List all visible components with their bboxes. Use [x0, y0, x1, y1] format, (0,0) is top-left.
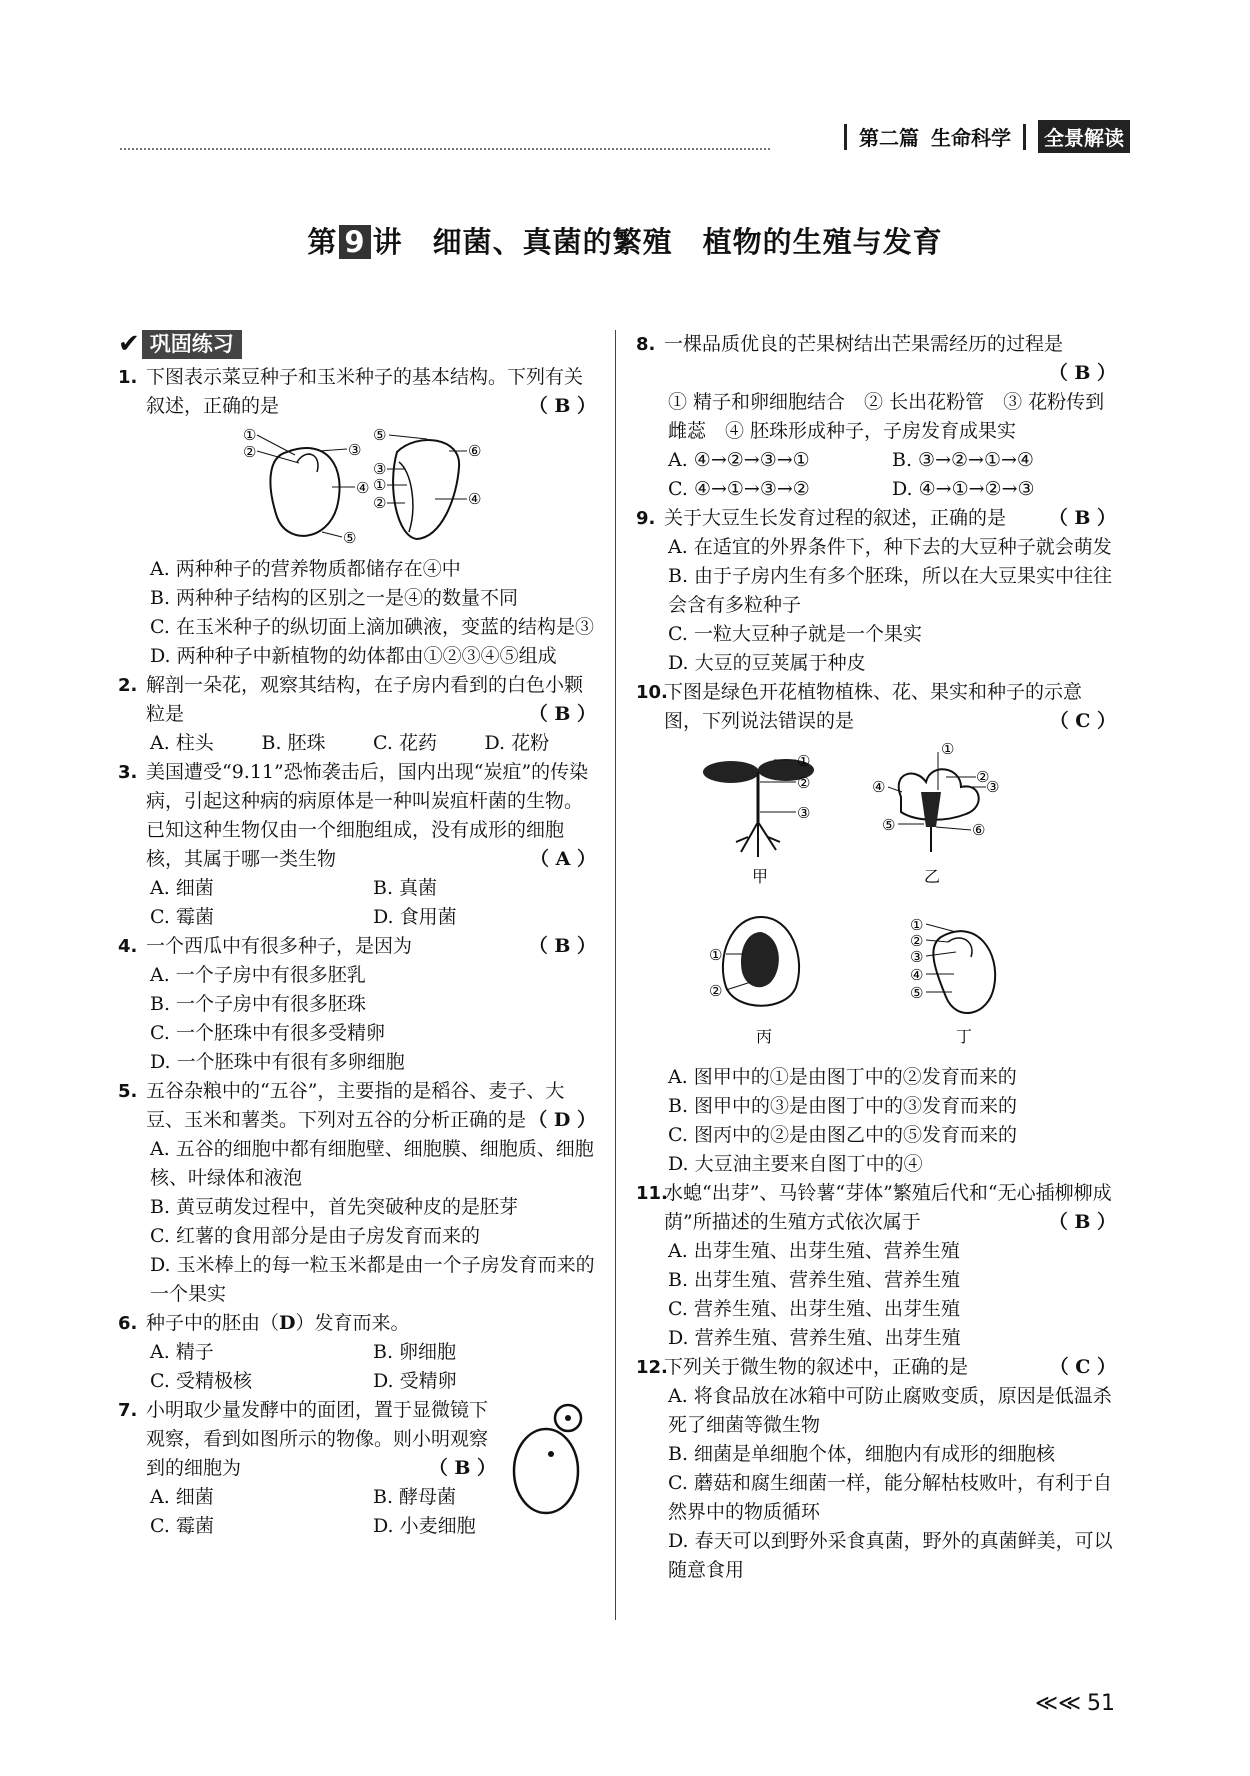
- label: ③: [348, 441, 362, 459]
- answer: （ B ）: [528, 703, 596, 725]
- label: ⑥: [972, 821, 986, 839]
- header-badge: 全景解读: [1038, 120, 1130, 153]
- option-b: B. 两种种子结构的区别之一是④的数量不同: [150, 587, 519, 609]
- caption: 甲: [752, 867, 769, 886]
- question-text: 种子中的胚由（: [146, 1312, 280, 1334]
- option-d: D. 花粉: [484, 732, 550, 754]
- option-a: A. 图甲中的①是由图丁中的②发育而来的: [668, 1066, 1017, 1088]
- question-text: 下图是绿色开花植物植株、花、果实和种子的示意图，下列说法错误的是: [664, 681, 1083, 732]
- section-heading: [118, 330, 596, 359]
- label: ⑤: [910, 984, 924, 1002]
- question-9: [636, 504, 1116, 533]
- option-c: C. 图丙中的②是由图乙中的⑤发育而来的: [668, 1124, 1017, 1146]
- question-10: [636, 678, 1116, 736]
- question-number: 4.: [118, 936, 138, 957]
- options-row: [636, 446, 1116, 475]
- header-part: 第二篇: [859, 126, 919, 150]
- option-d: D. 食用菌: [373, 906, 457, 928]
- label: ②: [709, 982, 723, 1000]
- label: ④: [872, 778, 886, 796]
- plant-diagram: [676, 742, 1076, 1057]
- option-d: D. 受精卵: [373, 1370, 457, 1392]
- statements: ① 精子和卵细胞结合 ② 长出花粉管 ③ 花粉传到雌蕊 ④ 胚珠形成种子，子房发育成果实: [668, 391, 1105, 442]
- option-a: A. 柱头: [150, 732, 214, 754]
- option-c: C. 一个胚珠中有很多受精卵: [150, 1022, 385, 1044]
- right-column: [636, 330, 1116, 1585]
- option-d: D. ④→①→②→③: [892, 478, 1035, 500]
- question-text: 解剖一朵花，观察其结构，在子房内看到的白色小颗粒是: [146, 674, 584, 725]
- question-3: [118, 758, 596, 874]
- option-c: C. 霉菌: [150, 1515, 214, 1537]
- page-footer: [1035, 1691, 1115, 1716]
- option-c: C. 在玉米种子的纵切面上滴加碘液，变蓝的结构是③: [150, 616, 594, 638]
- label: ②: [910, 932, 924, 950]
- question-7: [118, 1396, 496, 1483]
- question-1: [118, 363, 596, 421]
- question-text: 美国遭受“9.11”恐怖袭击后，国内出现“炭疽”的传染病，引起这种病的病原体是一种叫炭疽杆菌的生物。已知这种生物仅由一个细胞组成，没有成形的细胞核，其属于哪一类生物: [146, 761, 589, 870]
- answer: （ C ）: [1049, 1356, 1116, 1378]
- option-d: D. 小麦细胞: [373, 1515, 476, 1537]
- option-c: C. ④→①→③→②: [668, 478, 810, 500]
- plant-figure: [703, 752, 814, 886]
- question-text: 水螅“出芽”、马铃薯“芽体”繁殖后代和“无心插柳柳成荫”所描述的生殖方式依次属于: [664, 1182, 1112, 1233]
- left-column: [118, 330, 596, 1541]
- question-6: [118, 1309, 596, 1338]
- corn-seed: [373, 427, 481, 539]
- option-a: A. 在适宜的外界条件下，种下去的大豆种子就会萌发: [668, 536, 1112, 558]
- label: ②: [797, 774, 811, 792]
- question-number: 9.: [636, 508, 656, 529]
- label: ③: [373, 460, 387, 478]
- question-number: 12.: [636, 1357, 668, 1378]
- option-d: D. 营养生殖、营养生殖、出芽生殖: [668, 1327, 961, 1349]
- seed-figure: [910, 916, 995, 1046]
- label: ③: [986, 778, 1000, 796]
- label: ④: [356, 479, 370, 497]
- question-text: 一个西瓜中有很多种子，是因为: [146, 935, 413, 957]
- title-text: 讲 细菌、真菌的繁殖 植物的生殖与发育: [372, 225, 943, 259]
- option-c: C. 一粒大豆种子就是一个果实: [668, 623, 922, 645]
- caption: 丙: [756, 1027, 773, 1046]
- lesson-number: 9: [339, 225, 370, 259]
- label: ①: [910, 916, 924, 934]
- label: ②: [976, 768, 990, 786]
- label: ④: [468, 490, 482, 508]
- yeast-cell-diagram: [506, 1396, 596, 1516]
- option-c: C. 红薯的食用部分是由子房发育而来的: [150, 1225, 480, 1247]
- option-b: B. 由于子房内生有多个胚珠，所以在大豆果实中往往会含有多粒种子: [668, 565, 1113, 616]
- label: ④: [910, 966, 924, 984]
- answer: （ B ）: [1048, 362, 1116, 384]
- option-a: A. 细菌: [150, 1486, 214, 1508]
- header-divider: [1023, 124, 1026, 150]
- question-number: 6.: [118, 1313, 138, 1334]
- option-b: B. 出芽生殖、营养生殖、营养生殖: [668, 1269, 961, 1291]
- page-number: 51: [1087, 1691, 1115, 1716]
- answer: （ B ）: [428, 1457, 496, 1479]
- question-number: 8.: [636, 334, 656, 355]
- question-number: 10.: [636, 682, 668, 703]
- question-text: 下列关于微生物的叙述中，正确的是: [664, 1356, 969, 1378]
- label: ⑤: [882, 816, 896, 834]
- title-prefix: 第: [307, 225, 338, 259]
- question-text: 下图表示菜豆种子和玉米种子的基本结构。下列有关叙述，正确的是: [146, 366, 584, 417]
- option-a: A. 将食品放在冰箱中可防止腐败变质，原因是低温杀死了细菌等微生物: [668, 1385, 1112, 1436]
- question-7-block: [118, 1396, 596, 1483]
- question-text: 关于大豆生长发育过程的叙述，正确的是: [664, 507, 1007, 529]
- option-c: C. 营养生殖、出芽生殖、出芽生殖: [668, 1298, 960, 1320]
- fruit-figure: [709, 917, 799, 1046]
- option-b: B. 胚珠: [261, 732, 326, 754]
- answer: （ D ）: [528, 1109, 596, 1131]
- options-row: [118, 903, 596, 932]
- flower-figure: [872, 742, 999, 886]
- label: ①: [941, 742, 955, 758]
- option-d: D. 大豆的豆荚属于种皮: [668, 652, 866, 674]
- option-b: B. 酵母菌: [373, 1486, 457, 1508]
- label: ⑤: [343, 529, 357, 547]
- label: ①: [709, 946, 723, 964]
- question-text: 五谷杂粮中的“五谷”，主要指的是稻谷、麦子、大豆、玉米和薯类。下列对五谷的分析正确的是: [146, 1080, 565, 1131]
- caption: 丁: [956, 1027, 973, 1046]
- question-number: 2.: [118, 675, 138, 696]
- question-text: 小明取少量发酵中的面团，置于显微镜下观察，看到如图所示的物像。则小明观察到的细胞为: [146, 1399, 489, 1479]
- answer: （ A ）: [530, 848, 596, 870]
- header-subject: 生命科学: [931, 126, 1011, 150]
- question-8: [636, 330, 1116, 388]
- question-number: 1.: [118, 367, 138, 388]
- question-12: [636, 1353, 1116, 1382]
- option-d: D. 一个胚珠中有很有多卵细胞: [150, 1051, 405, 1073]
- option-a: A. 精子: [150, 1341, 214, 1363]
- answer: D: [279, 1312, 296, 1334]
- option-c: C. 花药: [373, 732, 437, 754]
- caption: 乙: [924, 867, 941, 886]
- options-row: [118, 1367, 596, 1396]
- dotted-rule: [120, 148, 770, 150]
- question-text: ）发育而来。: [295, 1312, 410, 1334]
- option-a: A. ④→②→③→①: [668, 449, 810, 471]
- option-d: D. 春天可以到野外采食真菌，野外的真菌鲜美，可以随意食用: [668, 1530, 1113, 1581]
- option-a: A. 一个子房中有很多胚乳: [150, 964, 366, 986]
- question-11: [636, 1179, 1116, 1237]
- option-c: C. 受精极核: [150, 1370, 252, 1392]
- label: ③: [910, 948, 924, 966]
- label: ②: [243, 443, 257, 461]
- option-b: B. 卵细胞: [373, 1341, 457, 1363]
- answer: （ B ）: [1048, 1211, 1116, 1233]
- question-5: [118, 1077, 596, 1135]
- option-a: A. 五谷的细胞中都有细胞壁、细胞膜、细胞质、细胞核、叶绿体和液泡: [150, 1138, 594, 1189]
- question-number: 11.: [636, 1183, 668, 1204]
- options-row: [118, 729, 596, 758]
- options-row: [118, 1512, 596, 1541]
- lesson-title: [0, 220, 1250, 261]
- label: ②: [373, 494, 387, 512]
- answer: （ B ）: [528, 935, 596, 957]
- options-row: [118, 874, 596, 903]
- answer: （ C ）: [1049, 710, 1116, 732]
- arrows-icon: ≪≪: [1034, 1691, 1081, 1716]
- option-b: B. 图甲中的③是由图丁中的③发育而来的: [668, 1095, 1018, 1117]
- option-c: C. 霉菌: [150, 906, 214, 928]
- question-2: [118, 671, 596, 729]
- label: ①: [373, 476, 387, 494]
- label: ⑤: [373, 427, 387, 444]
- label: ①: [243, 427, 257, 444]
- option-a: A. 细菌: [150, 877, 214, 899]
- option-b: B. 黄豆萌发过程中，首先突破种皮的是胚芽: [150, 1196, 519, 1218]
- question-text: 一棵品质优良的芒果树结出芒果需经历的过程是: [664, 333, 1064, 355]
- checkmark-icon: ✔: [118, 329, 140, 359]
- header-divider: [844, 124, 847, 150]
- option-d: D. 大豆油主要来自图丁中的④: [668, 1153, 923, 1175]
- option-b: B. 一个子房中有很多胚珠: [150, 993, 367, 1015]
- option-a: A. 两种种子的营养物质都储存在④中: [150, 558, 461, 580]
- option-b: B. 细菌是单细胞个体，细胞内有成形的细胞核: [668, 1443, 1056, 1465]
- option-c: C. 蘑菇和腐生细菌一样，能分解枯枝败叶，有利于自然界中的物质循环: [668, 1472, 1112, 1523]
- option-d: D. 玉米棒上的每一粒玉米都是由一个子房发育而来的一个果实: [150, 1254, 595, 1305]
- answer: （ B ）: [1048, 507, 1116, 529]
- option-a: A. 出芽生殖、出芽生殖、营养生殖: [668, 1240, 960, 1262]
- question-number: 7.: [118, 1400, 138, 1421]
- answer: （ B ）: [528, 395, 596, 417]
- seed-diagram: [227, 427, 487, 549]
- question-number: 5.: [118, 1081, 138, 1102]
- question-number: 3.: [118, 762, 138, 783]
- label: ③: [797, 804, 811, 822]
- bean-seed: [243, 427, 369, 547]
- option-b: B. 真菌: [373, 877, 438, 899]
- page-header: [120, 120, 1130, 154]
- column-divider: [615, 330, 616, 1620]
- label: ①: [797, 752, 811, 770]
- option-d: D. 两种种子中新植物的幼体都由①②③④⑤组成: [150, 645, 557, 667]
- options-row: [118, 1338, 596, 1367]
- section-label: 巩固练习: [142, 330, 242, 359]
- options-row: [636, 475, 1116, 504]
- label: ⑥: [468, 442, 482, 460]
- question-4: [118, 932, 596, 961]
- option-b: B. ③→②→①→④: [892, 449, 1034, 471]
